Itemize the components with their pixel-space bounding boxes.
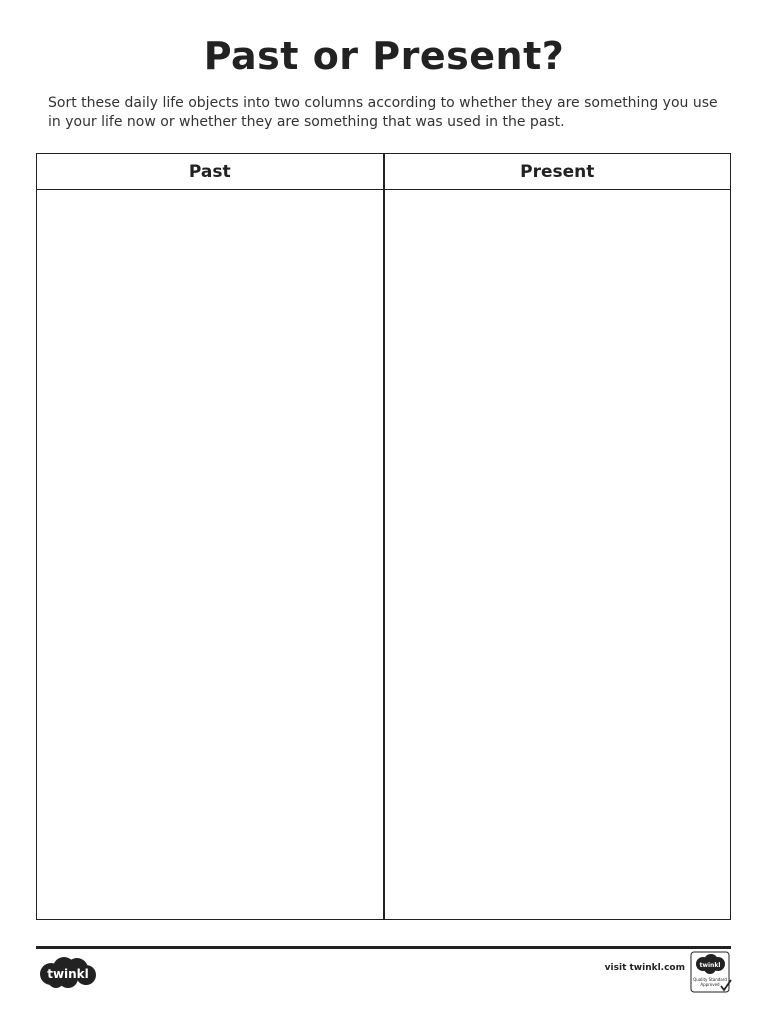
- twinkl-logo: [38, 955, 98, 989]
- column-past: [37, 154, 383, 919]
- column-body-present: [385, 190, 731, 919]
- quality-standard-badge: [690, 951, 732, 993]
- column-header-present: Present: [385, 154, 731, 190]
- badge-brand-text: twinkl: [699, 962, 721, 969]
- column-body-past: [37, 190, 383, 919]
- page-title: Past or Present?: [203, 34, 565, 78]
- sorting-table: [36, 153, 731, 920]
- badge-caption-line-2: Approved: [700, 982, 720, 987]
- footer-divider: [36, 946, 731, 949]
- visit-website-text: visit twinkl.com: [604, 963, 685, 973]
- logo-text: twinkl: [47, 967, 89, 981]
- badge-caption-line-1: Quality Standard: [693, 977, 727, 982]
- column-header-past: Past: [37, 154, 383, 190]
- column-present: [383, 154, 731, 919]
- instructions-text: Sort these daily life objects into two columns according to whether they are something you use in your life now or whether they are something that was used in the past.: [48, 95, 718, 130]
